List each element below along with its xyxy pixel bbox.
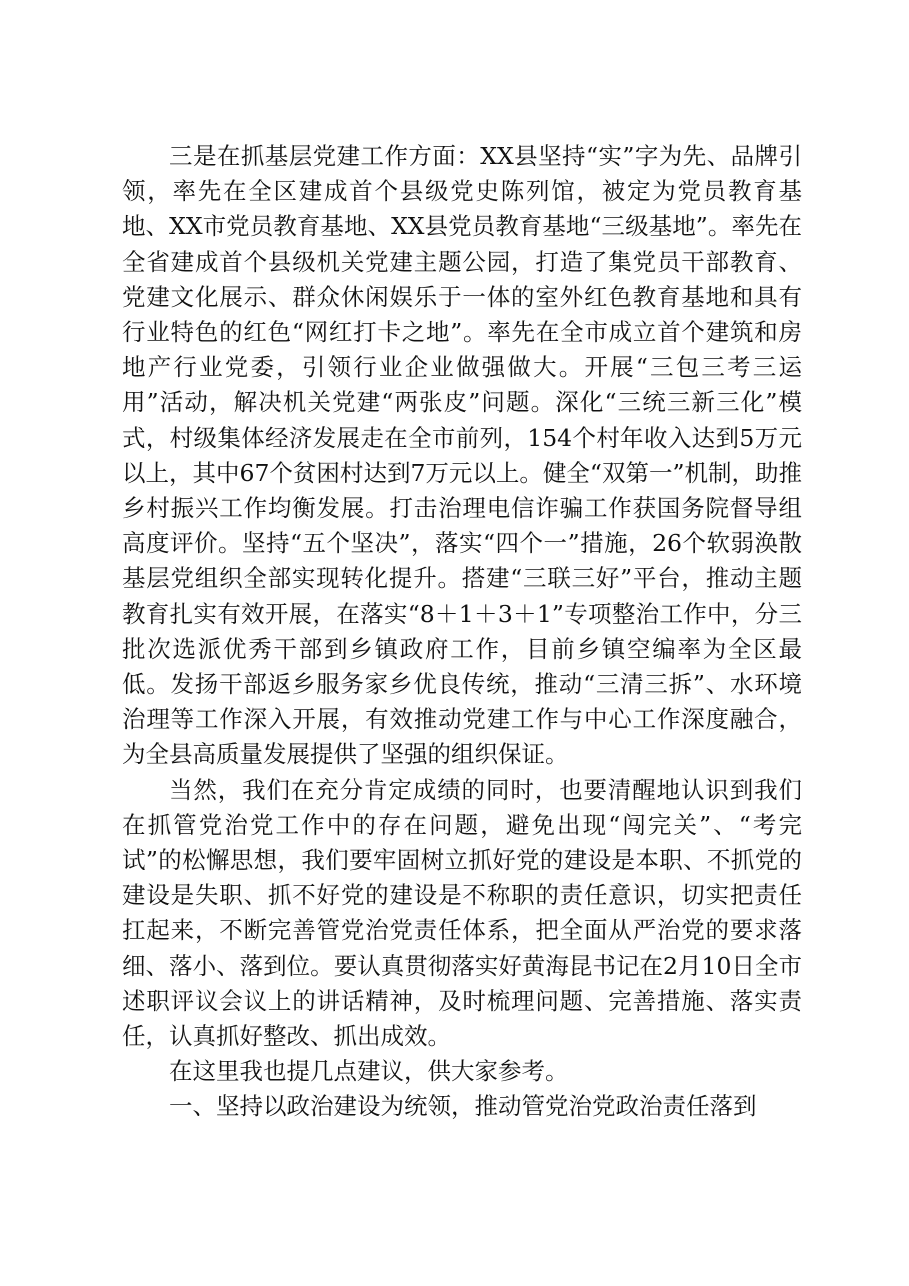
paragraph-suggestions-intro: 在这里我也提几点建议，供大家参考。 <box>169 1057 569 1086</box>
paragraph-problems-awareness: 当然，我们在充分肯定成绩的同时，也要清醒地认识到我们在抓管党治党工作中的存在问题，避免出现“闯完关”、“考完试”的松懈思想，我们要牢固树立抓好党的建设是本职、不抓党的建设是失职、抓不好党的建设是不称职的责任意识，切实把责任扛起来，不断完善管党治党责任体系，把全面从严治党的要求落细、落小、落到位。要认真贯彻落实好黄海昆书记在2月10日全市述职评议会议上的讲话精神，及时梳理问题、完善措施、落实责任，认真抓好整改、抓出成效。 <box>122 775 802 1051</box>
paragraph-suggestion-one: 一、坚持以政治建设为统领，推动管党治党政治责任落到 <box>169 1092 757 1121</box>
paragraph-grassroots-party-building: 三是在抓基层党建工作方面：XX县坚持“实”字为先、品牌引领，率先在全区建成首个县级党史陈列馆，被定为党员教育基地、XX市党员教育基地、XX县党员教育基地“三级基地”。率先在全省建成首个县级机关党建主题公园，打造了集党员干部教育、党建文化展示、群众休闲娱乐于一体的室外红色教育基地和具有行业特色的红色“网红打卡之地”。率先在全市成立首个建筑和房地产行业党委，引领行业企业做强做大。开展“三包三考三运用”活动，解决机关党建“两张皮”问题。深化“三统三新三化”模式，村级集体经济发展走在全市前列，154个村年收入达到5万元以上，其中67个贫困村达到7万元以上。健全“双第一”机制，助推乡村振兴工作均衡发展。打击治理电信诈骗工作获国务院督导组高度评价。坚持“五个坚决”，落实“四个一”措施，26个软弱涣散基层党组织全部实现转化提升。搭建“三联三好”平台，推动主题教育扎实有效开展，在落实“8＋1＋3＋1”专项整治工作中，分三批次选派优秀干部到乡镇政府工作，目前乡镇空编率为全区最低。发扬干部返乡服务家乡优良传统，推动“三清三拆”、水环境治理等工作深入开展，有效推动党建工作与中心工作深度融合，为全县高质量发展提供了坚强的组织保证。 <box>122 142 802 769</box>
document-body <box>122 139 802 1125</box>
